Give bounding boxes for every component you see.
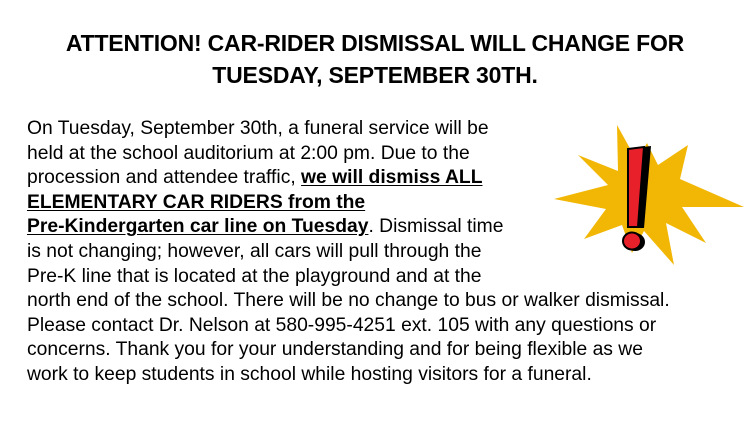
heading-line-1: ATTENTION! CAR-RIDER DISMISSAL WILL CHANGE FOR	[65, 30, 685, 56]
heading-line-2: TUESDAY, SEPTEMBER 30TH.	[212, 62, 538, 88]
emphasized-text: we will dismiss ALL	[301, 167, 483, 189]
body-line: concerns. Thank you for your understanding and for being flexible as we	[27, 339, 643, 361]
body-text-segment: . Dismissal time	[368, 216, 504, 238]
body-line: Please contact Dr. Nelson at 580-995-4251 ext. 105 with any questions or	[27, 314, 657, 336]
starburst-shape	[554, 125, 744, 265]
body-line: work to keep students in school while hosting visitors for a funeral.	[27, 363, 592, 385]
exclamation-dot	[623, 233, 641, 250]
body-line: On Tuesday, September 30th, a funeral service will be	[27, 118, 489, 139]
emphasized-text: ELEMENTARY CAR RIDERS from the	[27, 191, 366, 213]
body-line: Pre-K line that is located at the playground and at the	[27, 265, 482, 287]
body-line: is not changing; however, all cars will pull through the	[27, 240, 482, 262]
body-text-segment: procession and attendee traffic,	[27, 167, 302, 189]
body-line: north end of the school. There will be no change to bus or walker dismissal.	[27, 290, 670, 312]
emphasized-text: Pre-Kindergarten car line on Tuesday	[27, 216, 369, 238]
body-line: held at the school auditorium at 2:00 pm. Due to the	[27, 142, 470, 164]
notice-heading	[20, 27, 730, 91]
exclamation-burst-icon	[548, 115, 746, 271]
